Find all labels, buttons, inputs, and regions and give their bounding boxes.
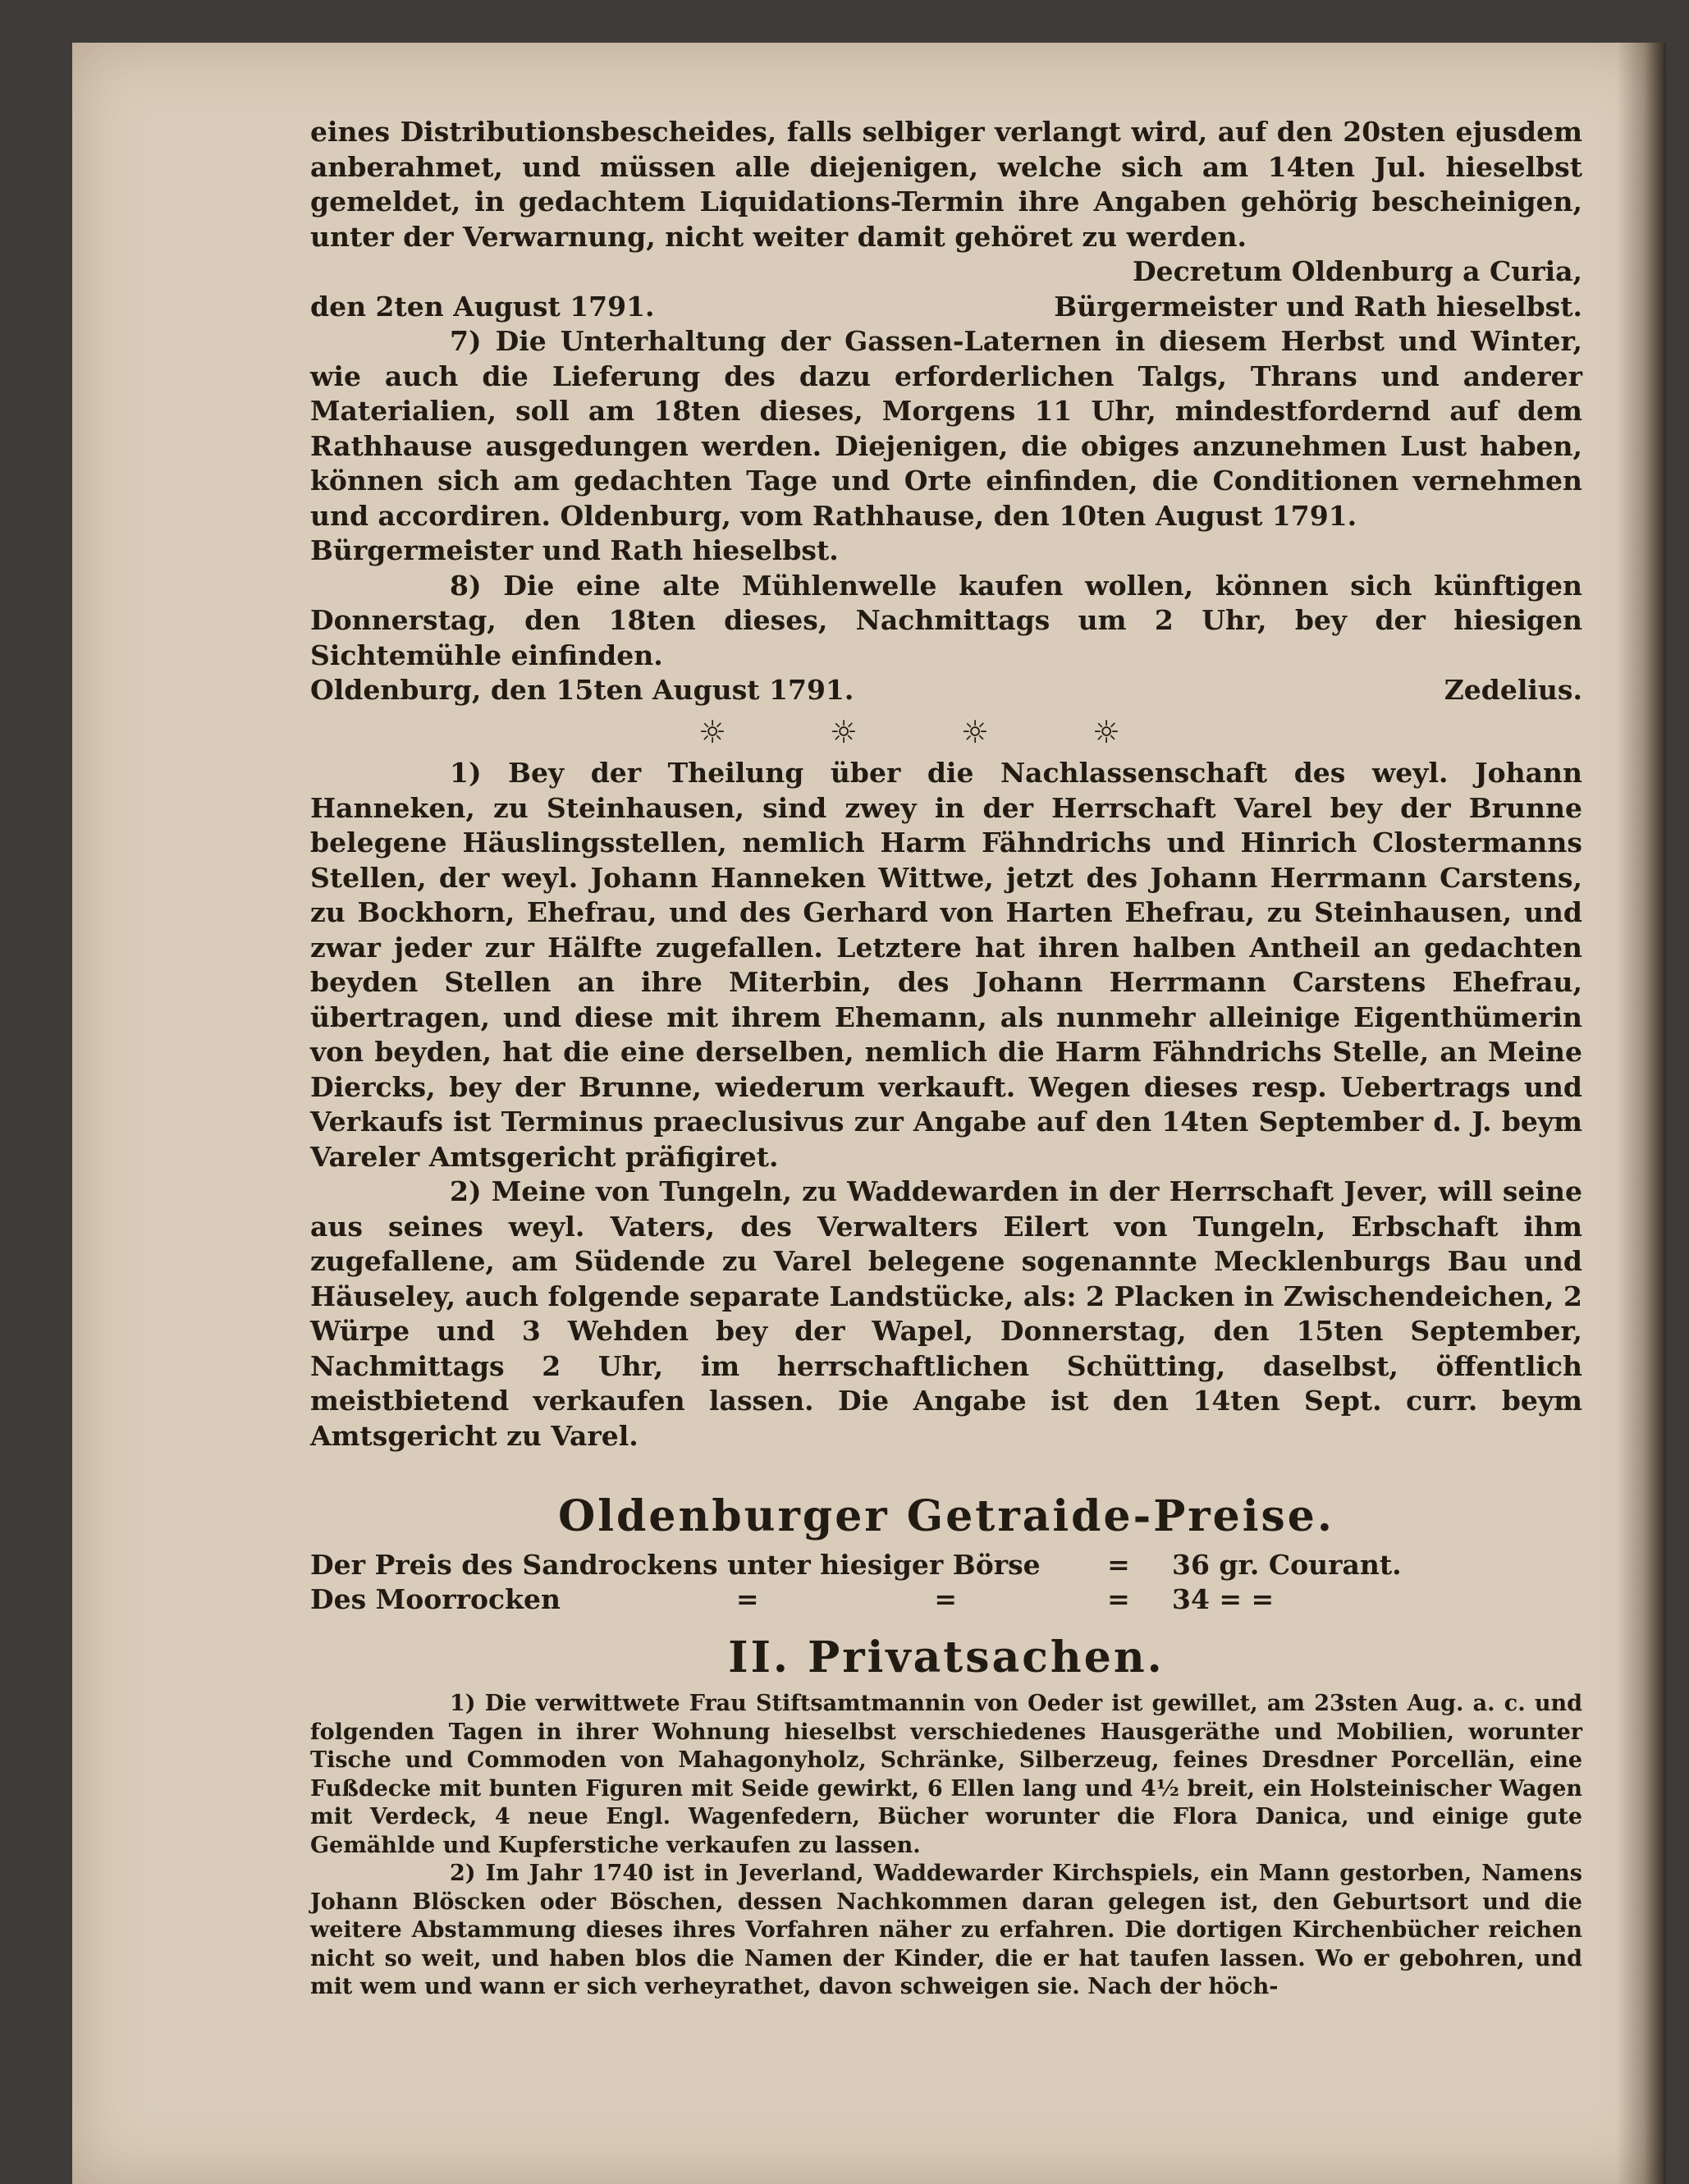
price-mark: = (1107, 1548, 1130, 1581)
intro-paragraph: eines Distributionsbescheides, falls selbiger verlangt wird, auf den 20sten ejusdem anberahmet, und müssen alle diejenigen, welche sich am 14ten Jul. hieselbst gemeldet, in gedachtem Liquidations-Termin ihre Angaben gehörig bescheinigen, unter der Verwarnung, nicht weiter damit gehöret zu werden. (310, 116, 1582, 253)
paragraph-8-place-date: Oldenburg, den 15ten August 1791. (310, 674, 854, 706)
private-matters-heading: II. Privatsachen. (728, 1632, 1165, 1683)
intro-decretum-line (310, 254, 1582, 290)
ornament-divider (696, 712, 1582, 750)
document-page (72, 43, 1666, 2184)
price-label (310, 1582, 1065, 1618)
price-value: 36 gr. Courant. (1172, 1548, 1402, 1581)
price-mark: = (934, 1583, 957, 1615)
price-mark: = (1107, 1583, 1130, 1615)
notice-2: 2) Meine von Tungeln, zu Waddewarden in der Herrschaft Jever, will seine aus seines weyl. Vaters, des Verwalters Eilert von Tungeln, Erbschaft ihm zugefallene, am Südende zu Varel belegene sogenannte Mecklenburgs Bau und Häuseley, auch folgende separate Landstücke, als: 2 Placken in Zwischendeichen, 2 Würpe und 3 Wehden bey der Wapel, Donnerstag, den 15ten September, Nachmittags 2 Uhr, im herrschaftlichen Schütting, daselbst, öffentlich meistbietend verkaufen lassen. Die Angabe ist den 14ten Sept. curr. beym Amtsgericht zu Varel. (310, 1175, 1583, 1452)
paragraph-7: 7) Die Unterhaltung der Gassen-Laternen in diesem Herbst und Winter, wie auch die Lieferung des dazu erforderlichen Talgs, Thrans und anderer Materialien, soll am 18ten dieses, Morgens 11 Uhr, mindestfordernd auf dem Rathhause ausgedungen werden. Diejenigen, die obiges anzunehmen Lust haben, können sich am gedachten Tage und Orte einfinden, die Conditionen vernehmen und accordiren. Oldenburg, vom Rathhause, den 10ten August 1791. (310, 325, 1582, 532)
price-label-text: Des Moorrocken (310, 1583, 561, 1615)
grain-prices-heading: Oldenburger Getraide-Preise. (558, 1491, 1334, 1541)
price-value: 34 = = (1172, 1583, 1275, 1615)
sun-ornament-icon: ☼ (1092, 712, 1121, 750)
page-gutter-shadow (1617, 43, 1666, 2184)
price-mark: = (735, 1583, 759, 1615)
intro-date: den 2ten August 1791. (310, 290, 655, 323)
private-notice-2: 2) Im Jahr 1740 ist in Jeverland, Waddewarder Kirchspiels, ein Mann gestorben, Namens Johann Blöscken oder Böschen, dessen Nachkommen daran gelegen ist, den Geburtsort und die weitere Abstammung dieses ihres Vorfahren näher zu erfahren. Die dortigen Kirchenbücher reichen nicht so weit, und haben blos die Namen der Kinder, die er hat taufen lassen. Wo er gebohren, und mit wem und wann er sich verheyrathet, davon schweigen sie. Nach der höch- (310, 1861, 1582, 1999)
page-text (310, 115, 1582, 2002)
paragraph-8: 8) Die eine alte Mühlenwelle kaufen wollen, können sich künftigen Donnerstag, den 18ten dieses, Nachmittags um 2 Uhr, bey der hiesigen Sichtemühle einfinden. (310, 569, 1582, 671)
notice-1: 1) Bey der Theilung über die Nachlassenschaft des weyl. Johann Hanneken, zu Steinhausen, sind zwey in der Herrschaft Varel bey der Brunne belegene Häuslingsstellen, nemlich Harm Fähndrichs und Hinrich Clostermanns Stellen, der weyl. Johann Hanneken Wittwe, jetzt des Johann Herrmann Carstens, zu Bockhorn, Ehefrau, und des Gerhard von Harten Ehefrau, zu Steinhausen, und zwar jeder zur Hälfte zugefallen. Letztere hat ihren halben Antheil an gedachten beyden Stellen an ihre Miterbin, des Johann Herrmann Carstens Ehefrau, übertragen, und diese mit ihrem Ehemann, als nunmehr alleinige Eigenthümerin von beyden, hat die eine derselben, nemlich die Harm Fähndrichs Stelle, an Meine Diercks, bey der Brunne, wiederum verkauft. Wegen dieses resp. Uebertrags und Verkaufs ist Terminus praeclusivus zur Angabe auf den 14ten September d. J. beym Vareler Amtsgericht präfigiret. (310, 757, 1582, 1173)
paragraph-8-footer (310, 673, 1582, 708)
price-label: Der Preis des Sandrockens unter hiesiger Börse (310, 1548, 1041, 1581)
private-notice-1: 1) Die verwittwete Frau Stiftsamtmannin von Oeder ist gewillet, am 23sten Aug. a. c. und folgenden Tagen in ihrer Wohnung hieselbst verschiedenes Hausgeräthe und Mobilien, worunter Tische und Commoden von Mahagonyholz, Schränke, Silberzeug, feines Dresdner Porcellän, eine Fußdecke mit bunten Figuren mit Seide gewirkt, 6 Ellen lang und 4½ breit, ein Holsteinischer Wagen mit Verdeck, 4 neue Engl. Wagenfedern, Bücher worunter die Flora Danica, und einige gute Gemählde und Kupferstiche verkaufen zu lassen. (310, 1691, 1582, 1858)
intro-date-line (310, 290, 1582, 325)
intro-signature: Bürgermeister und Rath hieselbst. (1054, 290, 1582, 323)
sun-ornament-icon: ☼ (698, 712, 727, 750)
sun-ornament-icon: ☼ (829, 712, 858, 750)
price-row (310, 1582, 1582, 1618)
sun-ornament-icon: ☼ (960, 712, 990, 750)
paragraph-8-signature: Zedelius. (1444, 674, 1582, 706)
paragraph-7-signature: Bürgermeister und Rath hieselbst. (310, 534, 839, 566)
intro-decretum: Decretum Oldenburg a Curia, (1132, 255, 1582, 287)
price-row (310, 1548, 1582, 1583)
